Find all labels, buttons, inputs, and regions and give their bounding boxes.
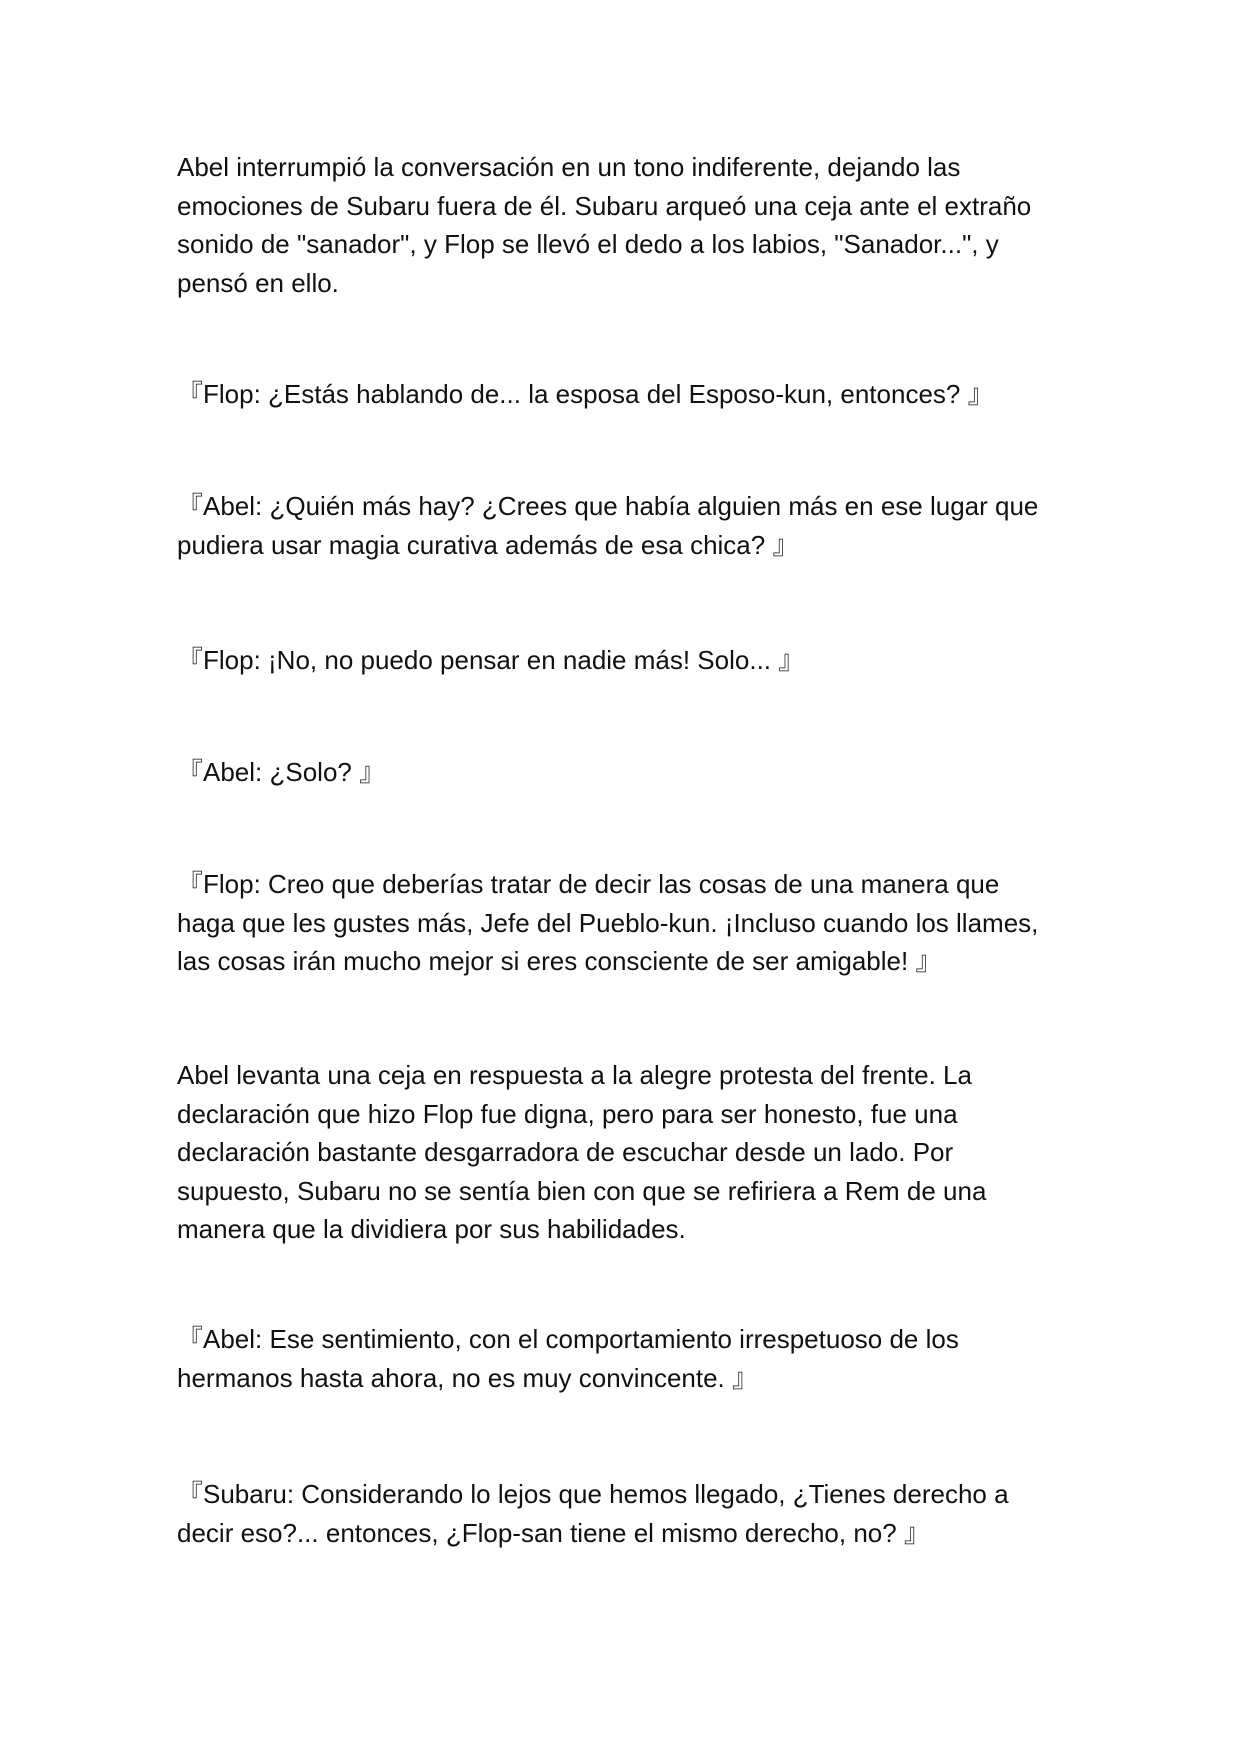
text-line: 『Abel: ¿Quién más hay? ¿Crees que había alguien más en ese lugar que (177, 491, 1039, 521)
text-line: sonido de "sanador", y Flop se llevó el dedo a los labios, "Sanador...", y (177, 229, 999, 259)
text-line: declaración que hizo Flop fue digna, pero para ser honesto, fue una (177, 1098, 958, 1129)
text-line: pensó en ello. (177, 267, 339, 298)
narration-paragraph-2 (177, 1056, 1057, 1249)
text-line: 『Abel: ¿Solo? 』 (177, 757, 386, 787)
text-line: 『Flop: Creo que deberías tratar de decir las cosas de una manera que (177, 869, 1000, 899)
dialogue-flop-3 (177, 865, 1057, 981)
text-line: pudiera usar magia curativa además de esa chica? 』 (177, 529, 799, 560)
dialogue-flop-2 (177, 641, 1057, 680)
dialogue-abel-1 (177, 487, 1057, 564)
dialogue-subaru-1 (177, 1475, 1057, 1552)
dialogue-flop-1 (177, 375, 1057, 414)
text-line: 『Abel: Ese sentimiento, con el comportamiento irrespetuoso de los (177, 1324, 959, 1354)
text-line: 『Flop: ¿Estás hablando de... la esposa del Esposo-kun, entonces? 』 (177, 379, 994, 409)
text-line: Abel interrumpió la conversación en un tono indiferente, dejando las (177, 152, 961, 182)
text-line: supuesto, Subaru no se sentía bien con que se refiriera a Rem de una (177, 1175, 987, 1206)
text-line: Abel levanta una ceja en respuesta a la alegre protesta del frente. La (177, 1060, 972, 1090)
dialogue-abel-2 (177, 753, 1057, 792)
text-line: hermanos hasta ahora, no es muy convincente. 』 (177, 1362, 758, 1393)
text-line: declaración bastante desgarradora de escuchar desde un lado. Por (177, 1137, 954, 1167)
text-line: manera que la dividiera por sus habilidades. (177, 1214, 686, 1244)
dialogue-abel-3 (177, 1320, 1057, 1397)
text-line: emociones de Subaru fuera de él. Subaru arqueó una ceja ante el extraño (177, 190, 1032, 221)
text-line: 『Flop: ¡No, no puedo pensar en nadie más! Solo... 』 (177, 645, 805, 675)
text-line: haga que les gustes más, Jefe del Pueblo-kun. ¡Incluso cuando los llames, (177, 907, 1039, 938)
text-line: las cosas irán mucho mejor si eres consciente de ser amigable! 』 (177, 946, 942, 976)
text-line: decir eso?... entonces, ¿Flop-san tiene el mismo derecho, no? 』 (177, 1517, 930, 1548)
narration-paragraph-1 (177, 148, 1057, 302)
text-line: 『Subaru: Considerando lo lejos que hemos llegado, ¿Tienes derecho a (177, 1479, 1009, 1509)
